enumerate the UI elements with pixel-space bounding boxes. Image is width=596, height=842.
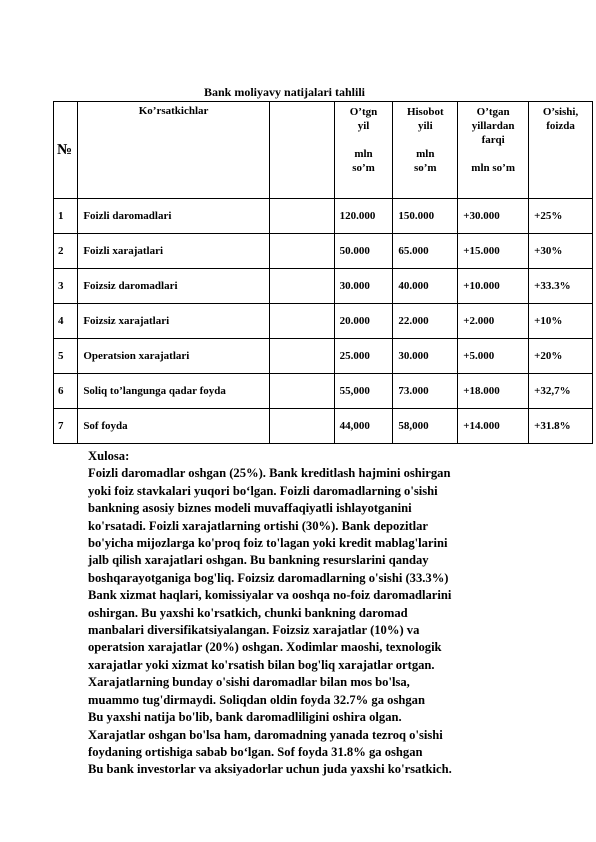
row-report-year-value: 40.000 bbox=[393, 269, 458, 304]
conclusion-line: jalb qilish xarajatlari oshgan. Bu bankning resurslarini qanday bbox=[88, 553, 429, 568]
row-empty-cell bbox=[269, 409, 334, 444]
row-previous-year-value: 25.000 bbox=[334, 339, 393, 374]
conclusion-line: operatsion xarajatlar (20%) oshgan. Xodimlar maoshi, texnologik bbox=[88, 640, 442, 655]
header-empty-cell bbox=[269, 102, 334, 199]
row-number: 3 bbox=[54, 269, 78, 304]
header-previous-year: O’tgn yil mln so’m bbox=[334, 102, 393, 199]
table-row bbox=[54, 409, 593, 444]
row-growth-value: +30% bbox=[529, 234, 593, 269]
conclusion-line: bankning asosiy biznes modeli muvaffaqiyatli ishlayotganini bbox=[88, 501, 412, 516]
row-previous-year-value: 120.000 bbox=[334, 199, 393, 234]
conclusion-text bbox=[88, 448, 568, 779]
table-row bbox=[54, 269, 593, 304]
row-indicator-name: Foizli xarajatlari bbox=[78, 234, 269, 269]
conclusion-line: Xarajatlarning bunday o'sishi daromadlar bilan mos bo'lsa, bbox=[88, 675, 410, 690]
row-report-year-value: 150.000 bbox=[393, 199, 458, 234]
row-indicator-name: Foizsiz daromadlari bbox=[78, 269, 269, 304]
row-empty-cell bbox=[269, 339, 334, 374]
row-difference-value: +10.000 bbox=[458, 269, 529, 304]
conclusion-line: foydaning ortishiga sabab bo‘lgan. Sof foyda 31.8% ga oshgan bbox=[88, 744, 423, 759]
table-row bbox=[54, 339, 593, 374]
conclusion-line: Bu yaxshi natija bo'lib, bank daromadliligini oshira olgan. bbox=[88, 710, 402, 725]
table-row bbox=[54, 234, 593, 269]
row-empty-cell bbox=[269, 374, 334, 409]
row-report-year-value: 65.000 bbox=[393, 234, 458, 269]
table-header-row bbox=[54, 102, 593, 199]
row-difference-value: +14.000 bbox=[458, 409, 529, 444]
financial-results-table bbox=[53, 101, 593, 444]
row-empty-cell bbox=[269, 304, 334, 339]
header-indicator: Ko’rsatkichlar bbox=[78, 102, 269, 199]
row-number: 1 bbox=[54, 199, 78, 234]
row-previous-year-value: 55,000 bbox=[334, 374, 393, 409]
document-title: Bank moliyavy natijalari tahlili bbox=[204, 85, 366, 99]
header-number: № bbox=[54, 102, 78, 199]
row-indicator-name: Foizli daromadlari bbox=[78, 199, 269, 234]
row-empty-cell bbox=[269, 199, 334, 234]
conclusion-heading: Xulosa: bbox=[88, 449, 130, 463]
conclusion-line: Bu bank investorlar va aksiyadorlar uchun juda yaxshi ko'rsatkich. bbox=[88, 762, 452, 777]
row-previous-year-value: 20.000 bbox=[334, 304, 393, 339]
row-report-year-value: 30.000 bbox=[393, 339, 458, 374]
row-difference-value: +5.000 bbox=[458, 339, 529, 374]
conclusion-line: yoki foiz stavkalari yuqori bo‘lgan. Foizli daromadlarning o'sishi bbox=[88, 483, 438, 498]
conclusion-line: Foizli daromadlar oshgan (25%). Bank kreditlash hajmini oshirgan bbox=[88, 466, 451, 481]
row-indicator-name: Sof foyda bbox=[78, 409, 269, 444]
row-report-year-value: 22.000 bbox=[393, 304, 458, 339]
row-number: 5 bbox=[54, 339, 78, 374]
row-number: 4 bbox=[54, 304, 78, 339]
table-row bbox=[54, 199, 593, 234]
row-growth-value: +33.3% bbox=[529, 269, 593, 304]
row-empty-cell bbox=[269, 234, 334, 269]
row-number: 7 bbox=[54, 409, 78, 444]
row-growth-value: +20% bbox=[529, 339, 593, 374]
row-indicator-name: Soliq to’langunga qadar foyda bbox=[78, 374, 269, 409]
row-previous-year-value: 44,000 bbox=[334, 409, 393, 444]
row-difference-value: +2.000 bbox=[458, 304, 529, 339]
conclusion-line: bo'yicha mijozlarga ko'proq foiz to'lagan yoki kredit mablag'larini bbox=[88, 536, 448, 551]
conclusion-line: ko'rsatadi. Foizli xarajatlarning ortishi (30%). Bank depozitlar bbox=[88, 518, 429, 533]
conclusion-line: muammo tug'dirmaydi. Soliqdan oldin foyda 32.7% ga oshgan bbox=[88, 692, 425, 707]
row-difference-value: +18.000 bbox=[458, 374, 529, 409]
conclusion-line: Bank xizmat haqlari, komissiyalar va ooshqa no-foiz daromadlarini bbox=[88, 588, 452, 603]
conclusion-line: oshirgan. Bu yaxshi ko'rsatkich, chunki bankning daromad bbox=[88, 605, 408, 620]
table-row bbox=[54, 374, 593, 409]
conclusion-line: boshqarayotganiga bog'liq. Foizsiz daromadlarning o'sishi (33.3%) bbox=[88, 570, 449, 585]
table-row bbox=[54, 304, 593, 339]
conclusion-line: xarajatlar yoki xizmat ko'rsatish bilan bog'liq xarajatlar ortgan. bbox=[88, 657, 435, 672]
header-report-year: Hisobot yili mln so’m bbox=[393, 102, 458, 199]
row-previous-year-value: 50.000 bbox=[334, 234, 393, 269]
row-growth-value: +32,7% bbox=[529, 374, 593, 409]
header-difference: O’tgan yillardan farqi mln so’m bbox=[458, 102, 529, 199]
row-growth-value: +31.8% bbox=[529, 409, 593, 444]
conclusion-line: manbalari diversifikatsiyalangan. Foizsiz xarajatlar (10%) va bbox=[88, 623, 420, 638]
row-number: 6 bbox=[54, 374, 78, 409]
row-growth-value: +25% bbox=[529, 199, 593, 234]
row-difference-value: +15.000 bbox=[458, 234, 529, 269]
row-growth-value: +10% bbox=[529, 304, 593, 339]
row-empty-cell bbox=[269, 269, 334, 304]
row-indicator-name: Operatsion xarajatlari bbox=[78, 339, 269, 374]
row-report-year-value: 73.000 bbox=[393, 374, 458, 409]
row-indicator-name: Foizsiz xarajatlari bbox=[78, 304, 269, 339]
row-report-year-value: 58,000 bbox=[393, 409, 458, 444]
table-body bbox=[54, 199, 593, 444]
row-previous-year-value: 30.000 bbox=[334, 269, 393, 304]
header-growth-percent: O’sishi, foizda bbox=[529, 102, 593, 199]
row-number: 2 bbox=[54, 234, 78, 269]
row-difference-value: +30.000 bbox=[458, 199, 529, 234]
conclusion-line: Xarajatlar oshgan bo'lsa ham, daromadning yanada tezroq o'sishi bbox=[88, 727, 443, 742]
